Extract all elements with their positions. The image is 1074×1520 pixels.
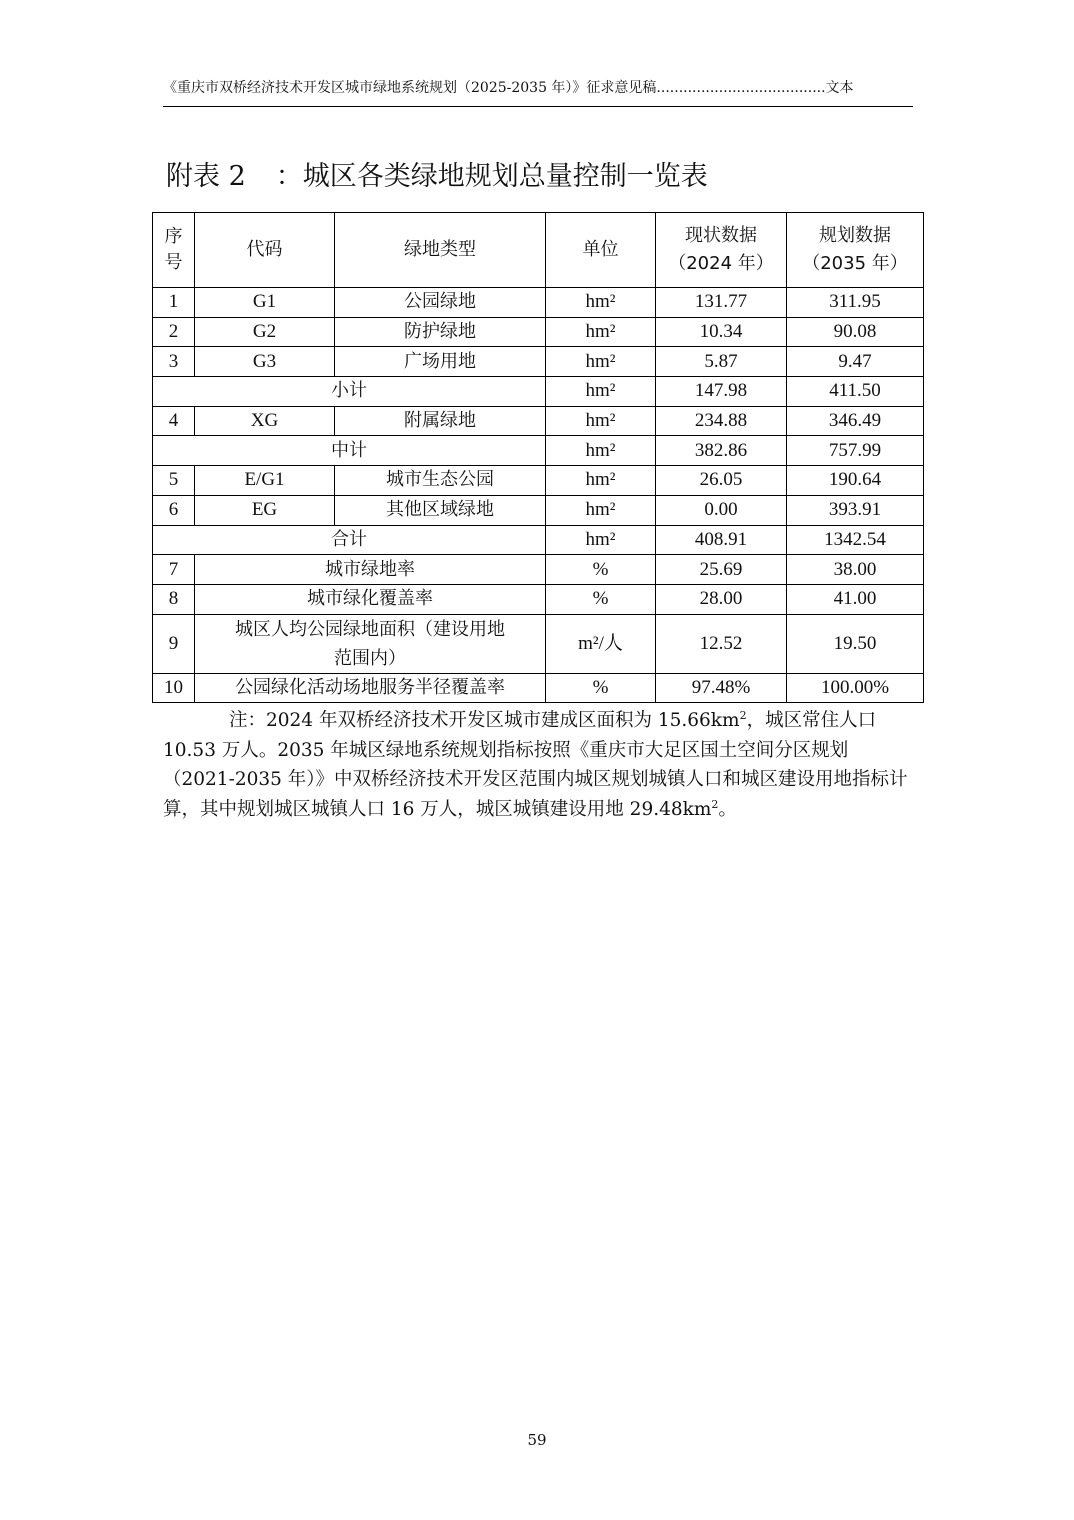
cell-seq: 5 — [153, 466, 195, 496]
table-row — [153, 347, 924, 377]
table-row — [153, 406, 924, 436]
cell-planned: 38.00 — [787, 555, 924, 585]
cell-code: G1 — [195, 288, 335, 318]
cell-unit: hm² — [546, 377, 656, 407]
cell-current: 25.69 — [656, 555, 787, 585]
cell-code: XG — [195, 406, 335, 436]
table-row — [153, 614, 924, 673]
cell-planned: 346.49 — [787, 406, 924, 436]
cell-current: 10.34 — [656, 317, 787, 347]
cell-seq: 2 — [153, 317, 195, 347]
cell-unit: % — [546, 584, 656, 614]
cell-total-label: 合计 — [153, 525, 546, 555]
cell-seq: 10 — [153, 673, 195, 703]
cell-planned: 190.64 — [787, 466, 924, 496]
table-row — [153, 317, 924, 347]
cell-type: 防护绿地 — [335, 317, 546, 347]
cell-current: 408.91 — [656, 525, 787, 555]
header-seq: 序号 — [153, 213, 195, 288]
cell-planned: 9.47 — [787, 347, 924, 377]
cell-unit: hm² — [546, 347, 656, 377]
cell-planned: 90.08 — [787, 317, 924, 347]
cell-seq: 8 — [153, 584, 195, 614]
running-header: 《重庆市双桥经济技术开发区城市绿地系统规划（2025-2035 年）》征求意见稿......................................文本 — [163, 80, 854, 96]
subtotal-row — [153, 377, 924, 407]
cell-unit: hm² — [546, 436, 656, 466]
table-row — [153, 466, 924, 496]
cell-subtotal-label: 小计 — [153, 377, 546, 407]
cell-type: 公园绿化活动场地服务半径覆盖率 — [195, 673, 546, 703]
cell-type: 其他区域绿地 — [335, 495, 546, 525]
cell-unit: hm² — [546, 525, 656, 555]
midtotal-row — [153, 436, 924, 466]
cell-unit: hm² — [546, 406, 656, 436]
cell-type: 城市绿地率 — [195, 555, 546, 585]
cell-seq: 1 — [153, 288, 195, 318]
header-rule — [163, 106, 913, 107]
cell-type: 城区人均公园绿地面积（建设用地 范围内） — [195, 614, 546, 673]
cell-seq: 4 — [153, 406, 195, 436]
total-row — [153, 525, 924, 555]
cell-planned: 41.00 — [787, 584, 924, 614]
cell-planned: 311.95 — [787, 288, 924, 318]
cell-planned: 1342.54 — [787, 525, 924, 555]
cell-type: 广场用地 — [335, 347, 546, 377]
page-number: 59 — [527, 1431, 547, 1449]
cell-current: 147.98 — [656, 377, 787, 407]
cell-current: 0.00 — [656, 495, 787, 525]
cell-current: 234.88 — [656, 406, 787, 436]
table-row — [153, 555, 924, 585]
cell-type: 附属绿地 — [335, 406, 546, 436]
table-row — [153, 584, 924, 614]
cell-code: E/G1 — [195, 466, 335, 496]
header-current: 现状数据 （2024 年） — [656, 213, 787, 288]
table-title-label: 附表 2 — [166, 161, 246, 192]
cell-code: G2 — [195, 317, 335, 347]
cell-seq: 3 — [153, 347, 195, 377]
cell-current: 28.00 — [656, 584, 787, 614]
cell-unit: hm² — [546, 317, 656, 347]
cell-current: 131.77 — [656, 288, 787, 318]
cell-unit: hm² — [546, 466, 656, 496]
header-code: 代码 — [195, 213, 335, 288]
header-planned: 规划数据 （2035 年） — [787, 213, 924, 288]
cell-code: G3 — [195, 347, 335, 377]
header-type: 绿地类型 — [335, 213, 546, 288]
cell-type: 公园绿地 — [335, 288, 546, 318]
cell-unit: % — [546, 555, 656, 585]
cell-planned: 393.91 — [787, 495, 924, 525]
table-header-row — [153, 213, 924, 288]
cell-seq: 6 — [153, 495, 195, 525]
table-row — [153, 673, 924, 703]
cell-unit: % — [546, 673, 656, 703]
table-note: 注：2024 年双桥经济技术开发区城市建成区面积为 $15.66km^2$，城区常住人口 10.53 万人。2035 年城区绿地系统规划指标按照《重庆市大足区国土空间分区规划（2021-2035 年）》中双桥经济技术开发区范围内城区规划城镇人口和城区建设用地指标计算，其中规划城区城镇人口 16 万人，城区城镇建设用地 $29.48km^2$。 — [163, 709, 908, 820]
cell-planned: 100.00% — [787, 673, 924, 703]
table-title-text: ：城区各类绿地规划总量控制一览表 — [275, 161, 708, 192]
cell-midtotal-label: 中计 — [153, 436, 546, 466]
cell-unit: hm² — [546, 495, 656, 525]
cell-seq: 9 — [153, 614, 195, 673]
table-row — [153, 288, 924, 318]
cell-current: 26.05 — [656, 466, 787, 496]
table-row — [153, 495, 924, 525]
cell-type: 城市生态公园 — [335, 466, 546, 496]
table-title — [166, 155, 708, 199]
cell-planned: 411.50 — [787, 377, 924, 407]
cell-planned: 757.99 — [787, 436, 924, 466]
cell-unit: m²/人 — [546, 614, 656, 673]
header-unit: 单位 — [546, 213, 656, 288]
cell-unit: hm² — [546, 288, 656, 318]
cell-code: EG — [195, 495, 335, 525]
cell-current: 12.52 — [656, 614, 787, 673]
cell-planned: 19.50 — [787, 614, 924, 673]
cell-seq: 7 — [153, 555, 195, 585]
cell-current: 382.86 — [656, 436, 787, 466]
cell-type: 城市绿化覆盖率 — [195, 584, 546, 614]
cell-current: 5.87 — [656, 347, 787, 377]
green-space-table — [152, 212, 924, 703]
cell-current: 97.48% — [656, 673, 787, 703]
